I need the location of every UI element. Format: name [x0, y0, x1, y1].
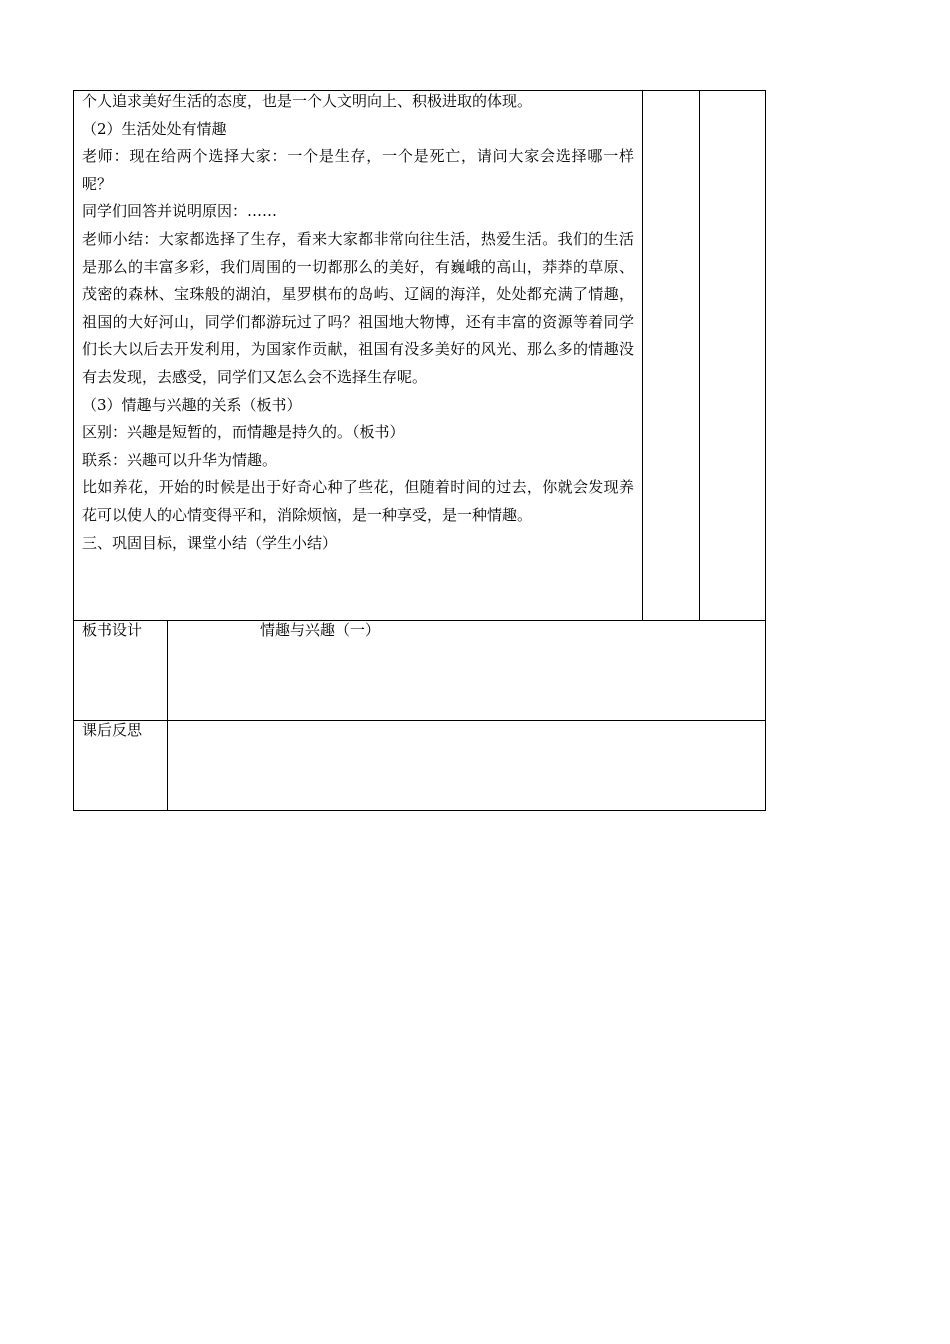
- paragraph: 联系：兴趣可以升华为情趣。: [82, 450, 278, 469]
- reflection-row: [73, 720, 766, 811]
- column-divider: [167, 720, 168, 811]
- reflection-label: 课后反思: [82, 721, 143, 739]
- side-cell-2: [699, 90, 766, 621]
- paragraph: 区别：兴趣是短暂的，而情趣是持久的。（板书）: [82, 423, 405, 442]
- paragraph: 个人追求美好生活的态度，也是一个人文明向上、积极进取的体现。: [82, 92, 533, 110]
- paragraph: 比如养花，开始的时候是出于好奇心种了些花，但随着时间的过去，你就会发现养花可以使人的心情变得平和，消除烦恼，是一种享受，是一种情趣。: [82, 478, 634, 524]
- section-heading: （2）生活处处有情趣: [82, 119, 227, 138]
- paragraph: 同学们回答并说明原因：……: [82, 202, 278, 221]
- lesson-content: [82, 88, 634, 557]
- paragraph: 老师：现在给两个选择大家：一个是生存，一个是死亡，请问大家会选择哪一样呢？: [82, 147, 634, 193]
- paragraph: 老师小结：大家都选择了生存，看来大家都非常向往生活，热爱生活。我们的生活是那么的丰富多彩，我们周围的一切都那么的美好，有巍峨的高山，莽莽的草原、茂密的森林、宝珠般的湖泊，星罗棋布的岛屿、辽阔的海洋，处处都充满了情趣，祖国的大好河山，同学们都游玩过了吗？祖国地大物博，还有丰富的资源等着同学们长大以后去开发利用，为国家作贡献，祖国有没多美好的风光、那么多的情趣没有去发现，去感受，同学们又怎么会不选择生存呢。: [82, 229, 634, 386]
- board-design-content: 情趣与兴趣（一）: [260, 621, 381, 639]
- side-cell-1: [642, 90, 700, 621]
- board-design-row: [73, 620, 766, 721]
- section-heading: 三、巩固目标，课堂小结（学生小结）: [82, 533, 338, 552]
- section-heading: （3）情趣与兴趣的关系（板书）: [82, 395, 302, 414]
- board-design-label: 板书设计: [82, 621, 143, 639]
- column-divider: [167, 620, 168, 721]
